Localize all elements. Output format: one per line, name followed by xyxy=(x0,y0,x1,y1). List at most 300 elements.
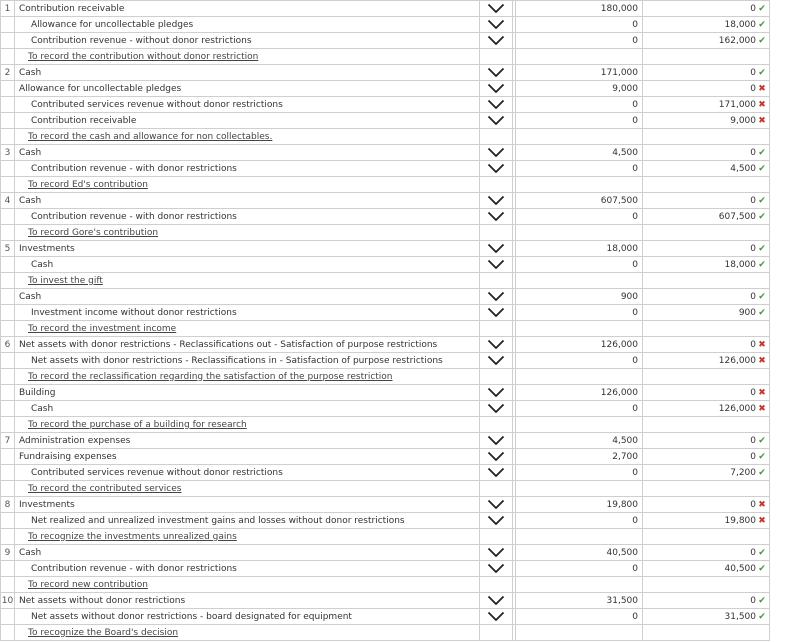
debit-input[interactable]: 4,500 xyxy=(516,145,643,161)
empty-dropdown-cell xyxy=(480,273,513,289)
credit-input[interactable] xyxy=(643,561,770,577)
entry-number: 7 xyxy=(1,433,15,449)
memo-cell[interactable] xyxy=(15,177,480,193)
debit-input[interactable]: 31,500 xyxy=(516,593,643,609)
account-name: Building xyxy=(19,387,56,398)
credit-cell-empty xyxy=(643,417,770,433)
credit-value: 19,800 xyxy=(724,515,756,526)
debit-input[interactable]: 0 xyxy=(516,513,643,529)
account-dropdown[interactable] xyxy=(480,513,513,529)
credit-input[interactable] xyxy=(643,81,770,97)
entry-number-blank xyxy=(1,577,15,593)
credit-input[interactable] xyxy=(643,401,770,417)
account-cell[interactable] xyxy=(15,33,480,49)
account-name: Cash xyxy=(19,147,42,158)
entry-number-blank xyxy=(1,305,15,321)
debit-input[interactable]: 171,000 xyxy=(516,65,643,81)
chevron-down-icon[interactable] xyxy=(487,36,505,46)
entry-number-blank xyxy=(1,609,15,625)
memo-text: To record the contributed services xyxy=(28,483,182,494)
entry-number-blank xyxy=(1,257,15,273)
credit-input[interactable] xyxy=(643,209,770,225)
entry-number-blank xyxy=(1,481,15,497)
chevron-down-icon[interactable] xyxy=(487,196,505,206)
credit-input[interactable] xyxy=(643,1,770,17)
account-name: Net realized and unrealized investment gains and losses without donor restrictions xyxy=(31,515,405,526)
check-icon: ✔ xyxy=(758,467,766,478)
entry-number: 3 xyxy=(1,145,15,161)
check-icon: ✔ xyxy=(758,611,766,622)
account-name: Contribution revenue - with donor restrictions xyxy=(31,163,237,174)
credit-cell-empty xyxy=(643,129,770,145)
debit-input[interactable]: 18,000 xyxy=(516,241,643,257)
empty-dropdown-cell xyxy=(480,481,513,497)
credit-value: 126,000 xyxy=(718,355,756,366)
account-dropdown[interactable] xyxy=(480,305,513,321)
check-icon: ✔ xyxy=(758,547,766,558)
credit-value: 31,500 xyxy=(724,611,756,622)
account-cell[interactable] xyxy=(15,65,480,81)
chevron-down-icon[interactable] xyxy=(487,4,505,14)
chevron-down-icon[interactable] xyxy=(487,452,505,462)
debit-input[interactable]: 0 xyxy=(516,609,643,625)
debit-input[interactable]: 0 xyxy=(516,401,643,417)
credit-input[interactable] xyxy=(643,113,770,129)
memo-cell[interactable] xyxy=(15,481,480,497)
memo-text: To record Ed's contribution xyxy=(28,179,148,190)
credit-value: 162,000 xyxy=(718,35,756,46)
account-dropdown[interactable] xyxy=(480,241,513,257)
credit-value: 0 xyxy=(750,291,756,302)
debit-input[interactable]: 0 xyxy=(516,97,643,113)
memo-text: To record the cash and allowance for non collectables. xyxy=(28,131,273,142)
empty-dropdown-cell xyxy=(480,529,513,545)
chevron-down-icon[interactable] xyxy=(487,100,505,110)
chevron-down-icon[interactable] xyxy=(487,244,505,254)
chevron-down-icon[interactable] xyxy=(487,596,505,606)
credit-value: 126,000 xyxy=(718,403,756,414)
debit-cell-empty xyxy=(516,529,643,545)
memo-cell[interactable] xyxy=(15,369,480,385)
chevron-down-icon[interactable] xyxy=(487,548,505,558)
chevron-down-icon[interactable] xyxy=(487,516,505,526)
memo-text: To record the reclassification regarding the satisfaction of the purpose restriction xyxy=(28,371,393,382)
check-icon: ✔ xyxy=(758,451,766,462)
entry-number: 8 xyxy=(1,497,15,513)
account-cell[interactable] xyxy=(15,449,480,465)
account-dropdown[interactable] xyxy=(480,145,513,161)
entry-number: 9 xyxy=(1,545,15,561)
chevron-down-icon[interactable] xyxy=(487,212,505,222)
entry-number-blank xyxy=(1,513,15,529)
credit-input[interactable] xyxy=(643,433,770,449)
account-cell[interactable] xyxy=(15,609,480,625)
credit-input[interactable] xyxy=(643,257,770,273)
chevron-down-icon[interactable] xyxy=(487,164,505,174)
memo-cell[interactable] xyxy=(15,49,480,65)
account-cell[interactable] xyxy=(15,305,480,321)
cross-icon: ✖ xyxy=(758,499,766,510)
memo-cell[interactable] xyxy=(15,129,480,145)
chevron-down-icon[interactable] xyxy=(487,148,505,158)
debit-cell-empty xyxy=(516,225,643,241)
debit-input[interactable]: 9,000 xyxy=(516,81,643,97)
memo-text: To recognize the Board's decision xyxy=(28,627,179,638)
debit-input[interactable]: 180,000 xyxy=(516,1,643,17)
cross-icon: ✖ xyxy=(758,387,766,398)
entry-number-blank xyxy=(1,417,15,433)
check-icon: ✔ xyxy=(758,435,766,446)
entry-number-blank xyxy=(1,113,15,129)
account-cell[interactable] xyxy=(15,433,480,449)
chevron-down-icon[interactable] xyxy=(487,356,505,366)
account-dropdown[interactable] xyxy=(480,1,513,17)
account-dropdown[interactable] xyxy=(480,289,513,305)
account-dropdown[interactable] xyxy=(480,593,513,609)
credit-value: 0 xyxy=(750,547,756,558)
account-cell[interactable] xyxy=(15,289,480,305)
credit-cell-empty xyxy=(643,49,770,65)
entry-number-blank xyxy=(1,209,15,225)
debit-input[interactable]: 0 xyxy=(516,305,643,321)
check-icon: ✔ xyxy=(758,147,766,158)
account-name: Investment income without donor restrictions xyxy=(31,307,237,318)
memo-cell[interactable] xyxy=(15,273,480,289)
account-cell[interactable] xyxy=(15,193,480,209)
account-dropdown[interactable] xyxy=(480,257,513,273)
entry-number-blank xyxy=(1,97,15,113)
chevron-down-icon[interactable] xyxy=(487,260,505,270)
account-dropdown[interactable] xyxy=(480,193,513,209)
entry-number-blank xyxy=(1,369,15,385)
credit-cell-empty xyxy=(643,177,770,193)
cross-icon: ✖ xyxy=(758,403,766,414)
account-cell[interactable] xyxy=(15,401,480,417)
credit-cell-empty xyxy=(643,369,770,385)
credit-value: 0 xyxy=(750,195,756,206)
account-dropdown[interactable] xyxy=(480,353,513,369)
credit-value: 0 xyxy=(750,435,756,446)
entry-number-blank xyxy=(1,401,15,417)
empty-dropdown-cell xyxy=(480,225,513,241)
debit-input[interactable]: 900 xyxy=(516,289,643,305)
credit-input[interactable] xyxy=(643,97,770,113)
chevron-down-icon[interactable] xyxy=(487,340,505,350)
account-cell[interactable] xyxy=(15,113,480,129)
empty-dropdown-cell xyxy=(480,177,513,193)
credit-input[interactable] xyxy=(643,65,770,81)
account-name: Contribution receivable xyxy=(31,115,137,126)
account-name: Cash xyxy=(31,259,54,270)
check-icon: ✔ xyxy=(758,307,766,318)
account-dropdown[interactable] xyxy=(480,609,513,625)
credit-value: 0 xyxy=(750,387,756,398)
credit-value: 171,000 xyxy=(718,99,756,110)
account-dropdown[interactable] xyxy=(480,449,513,465)
account-name: Net assets with donor restrictions - Reclassifications in - Satisfaction of purpose restrictions xyxy=(31,355,443,366)
account-cell[interactable] xyxy=(15,593,480,609)
account-name: Investments xyxy=(19,499,75,510)
account-name: Contribution revenue - with donor restrictions xyxy=(31,563,237,574)
account-name: Cash xyxy=(19,291,42,302)
account-cell[interactable] xyxy=(15,337,480,353)
account-cell[interactable] xyxy=(15,561,480,577)
chevron-down-icon[interactable] xyxy=(487,292,505,302)
account-cell[interactable] xyxy=(15,97,480,113)
credit-value: 0 xyxy=(750,451,756,462)
credit-input[interactable] xyxy=(643,145,770,161)
debit-cell-empty xyxy=(516,481,643,497)
entry-number-blank xyxy=(1,17,15,33)
credit-cell-empty xyxy=(643,225,770,241)
memo-cell[interactable] xyxy=(15,417,480,433)
debit-cell-empty xyxy=(516,177,643,193)
entry-number-blank xyxy=(1,289,15,305)
account-name: Contribution receivable xyxy=(19,3,125,14)
chevron-down-icon[interactable] xyxy=(487,68,505,78)
chevron-down-icon[interactable] xyxy=(487,308,505,318)
entry-number: 1 xyxy=(1,1,15,17)
check-icon: ✔ xyxy=(758,163,766,174)
credit-input[interactable] xyxy=(643,609,770,625)
check-icon: ✔ xyxy=(758,19,766,30)
memo-text: To record the investment income xyxy=(28,323,177,334)
debit-cell-empty xyxy=(516,625,643,641)
empty-dropdown-cell xyxy=(480,577,513,593)
empty-dropdown-cell xyxy=(480,321,513,337)
credit-value: 18,000 xyxy=(724,259,756,270)
account-cell[interactable] xyxy=(15,497,480,513)
cross-icon: ✖ xyxy=(758,339,766,350)
credit-value: 9,000 xyxy=(730,115,756,126)
account-name: Cash xyxy=(19,195,42,206)
account-name: Contribution revenue - with donor restrictions xyxy=(31,211,237,222)
account-dropdown[interactable] xyxy=(480,465,513,481)
account-name: Administration expenses xyxy=(19,435,131,446)
debit-input[interactable]: 0 xyxy=(516,209,643,225)
account-cell[interactable] xyxy=(15,465,480,481)
account-dropdown[interactable] xyxy=(480,81,513,97)
debit-input[interactable]: 0 xyxy=(516,33,643,49)
credit-value: 0 xyxy=(750,243,756,254)
check-icon: ✔ xyxy=(758,67,766,78)
debit-cell-empty xyxy=(516,577,643,593)
cross-icon: ✖ xyxy=(758,515,766,526)
account-dropdown[interactable] xyxy=(480,385,513,401)
debit-input[interactable]: 0 xyxy=(516,17,643,33)
debit-input[interactable]: 0 xyxy=(516,161,643,177)
chevron-down-icon[interactable] xyxy=(487,436,505,446)
debit-input[interactable]: 0 xyxy=(516,257,643,273)
memo-cell[interactable] xyxy=(15,225,480,241)
credit-input[interactable] xyxy=(643,385,770,401)
account-cell[interactable] xyxy=(15,145,480,161)
check-icon: ✔ xyxy=(758,195,766,206)
entry-number-blank xyxy=(1,625,15,641)
account-name: Cash xyxy=(19,67,42,78)
entry-number-blank xyxy=(1,465,15,481)
memo-cell[interactable] xyxy=(15,625,480,641)
account-cell[interactable] xyxy=(15,353,480,369)
entry-number-blank xyxy=(1,561,15,577)
chevron-down-icon[interactable] xyxy=(487,404,505,414)
account-name: Contributed services revenue without donor restrictions xyxy=(31,99,283,110)
debit-input[interactable]: 19,800 xyxy=(516,497,643,513)
credit-input[interactable] xyxy=(643,449,770,465)
cross-icon: ✖ xyxy=(758,115,766,126)
credit-value: 0 xyxy=(750,83,756,94)
account-cell[interactable] xyxy=(15,1,480,17)
empty-dropdown-cell xyxy=(480,417,513,433)
entry-number-blank xyxy=(1,49,15,65)
account-dropdown[interactable] xyxy=(480,65,513,81)
journal-entries-body xyxy=(1,1,770,641)
debit-input[interactable]: 40,500 xyxy=(516,545,643,561)
credit-input[interactable] xyxy=(643,241,770,257)
chevron-down-icon[interactable] xyxy=(487,564,505,574)
credit-input[interactable] xyxy=(643,161,770,177)
account-cell[interactable] xyxy=(15,241,480,257)
debit-cell-empty xyxy=(516,369,643,385)
debit-input[interactable]: 126,000 xyxy=(516,385,643,401)
credit-value: 0 xyxy=(750,3,756,14)
credit-input[interactable] xyxy=(643,593,770,609)
account-dropdown[interactable] xyxy=(480,545,513,561)
chevron-down-icon[interactable] xyxy=(487,388,505,398)
entry-number: 10 xyxy=(1,593,15,609)
check-icon: ✔ xyxy=(758,259,766,270)
memo-cell[interactable] xyxy=(15,529,480,545)
debit-input[interactable]: 126,000 xyxy=(516,337,643,353)
account-cell[interactable] xyxy=(15,513,480,529)
credit-input[interactable] xyxy=(643,193,770,209)
credit-input[interactable] xyxy=(643,497,770,513)
entry-number: 2 xyxy=(1,65,15,81)
credit-input[interactable] xyxy=(643,17,770,33)
credit-input[interactable] xyxy=(643,337,770,353)
check-icon: ✔ xyxy=(758,3,766,14)
credit-value: 0 xyxy=(750,147,756,158)
credit-cell-empty xyxy=(643,321,770,337)
debit-input[interactable]: 0 xyxy=(516,465,643,481)
credit-input[interactable] xyxy=(643,289,770,305)
check-icon: ✔ xyxy=(758,595,766,606)
empty-dropdown-cell xyxy=(480,129,513,145)
account-cell[interactable] xyxy=(15,545,480,561)
chevron-down-icon[interactable] xyxy=(487,500,505,510)
credit-input[interactable] xyxy=(643,353,770,369)
cross-icon: ✖ xyxy=(758,99,766,110)
account-dropdown[interactable] xyxy=(480,401,513,417)
memo-text: To recognize the investments unrealized gains xyxy=(28,531,237,542)
chevron-down-icon[interactable] xyxy=(487,116,505,126)
debit-input[interactable]: 0 xyxy=(516,561,643,577)
memo-cell[interactable] xyxy=(15,577,480,593)
chevron-down-icon[interactable] xyxy=(487,20,505,30)
account-name: Net assets without donor restrictions - board designated for equipment xyxy=(31,611,352,622)
account-dropdown[interactable] xyxy=(480,17,513,33)
account-dropdown[interactable] xyxy=(480,561,513,577)
entry-number: 6 xyxy=(1,337,15,353)
account-name: Net assets with donor restrictions - Reclassifications out - Satisfaction of purpose restrictions xyxy=(19,339,438,350)
account-dropdown[interactable] xyxy=(480,433,513,449)
debit-input[interactable]: 0 xyxy=(516,113,643,129)
debit-input[interactable]: 2,700 xyxy=(516,449,643,465)
credit-input[interactable] xyxy=(643,465,770,481)
credit-cell-empty xyxy=(643,577,770,593)
account-cell[interactable] xyxy=(15,257,480,273)
account-dropdown[interactable] xyxy=(480,161,513,177)
memo-text: To invest the gift xyxy=(28,275,103,286)
account-name: Allowance for uncollectable pledges xyxy=(31,19,194,30)
chevron-down-icon[interactable] xyxy=(487,84,505,94)
entry-number-blank xyxy=(1,529,15,545)
credit-value: 0 xyxy=(750,67,756,78)
memo-text: To record new contribution xyxy=(28,579,148,590)
chevron-down-icon[interactable] xyxy=(487,612,505,622)
account-dropdown[interactable] xyxy=(480,97,513,113)
memo-cell[interactable] xyxy=(15,321,480,337)
memo-text: To record Gore's contribution xyxy=(28,227,159,238)
check-icon: ✔ xyxy=(758,243,766,254)
debit-input[interactable]: 4,500 xyxy=(516,433,643,449)
credit-input[interactable] xyxy=(643,513,770,529)
entry-number-blank xyxy=(1,129,15,145)
credit-cell-empty xyxy=(643,273,770,289)
debit-input[interactable]: 0 xyxy=(516,353,643,369)
entry-number-blank xyxy=(1,449,15,465)
credit-cell-empty xyxy=(643,529,770,545)
entry-number-blank xyxy=(1,385,15,401)
credit-input[interactable] xyxy=(643,305,770,321)
account-dropdown[interactable] xyxy=(480,113,513,129)
account-name: Fundraising expenses xyxy=(19,451,117,462)
chevron-down-icon[interactable] xyxy=(487,468,505,478)
account-cell[interactable] xyxy=(15,17,480,33)
account-name: Contributed services revenue without donor restrictions xyxy=(31,467,283,478)
entry-number-blank xyxy=(1,33,15,49)
entry-number-blank xyxy=(1,81,15,97)
account-dropdown[interactable] xyxy=(480,337,513,353)
credit-input[interactable] xyxy=(643,545,770,561)
account-name: Allowance for uncollectable pledges xyxy=(19,83,182,94)
account-dropdown[interactable] xyxy=(480,497,513,513)
debit-cell-empty xyxy=(516,321,643,337)
check-icon: ✔ xyxy=(758,35,766,46)
account-dropdown[interactable] xyxy=(480,33,513,49)
credit-value: 4,500 xyxy=(730,163,756,174)
debit-cell-empty xyxy=(516,417,643,433)
debit-cell-empty xyxy=(516,129,643,145)
credit-input[interactable] xyxy=(643,33,770,49)
credit-value: 0 xyxy=(750,595,756,606)
debit-cell-empty xyxy=(516,273,643,289)
account-cell[interactable] xyxy=(15,81,480,97)
account-cell[interactable] xyxy=(15,209,480,225)
debit-input[interactable]: 607,500 xyxy=(516,193,643,209)
account-cell[interactable] xyxy=(15,385,480,401)
account-cell[interactable] xyxy=(15,161,480,177)
account-name: Investments xyxy=(19,243,75,254)
credit-value: 0 xyxy=(750,339,756,350)
entry-number-blank xyxy=(1,353,15,369)
empty-dropdown-cell xyxy=(480,369,513,385)
debit-cell-empty xyxy=(516,49,643,65)
check-icon: ✔ xyxy=(758,211,766,222)
account-dropdown[interactable] xyxy=(480,209,513,225)
credit-value: 40,500 xyxy=(724,563,756,574)
entry-number-blank xyxy=(1,225,15,241)
